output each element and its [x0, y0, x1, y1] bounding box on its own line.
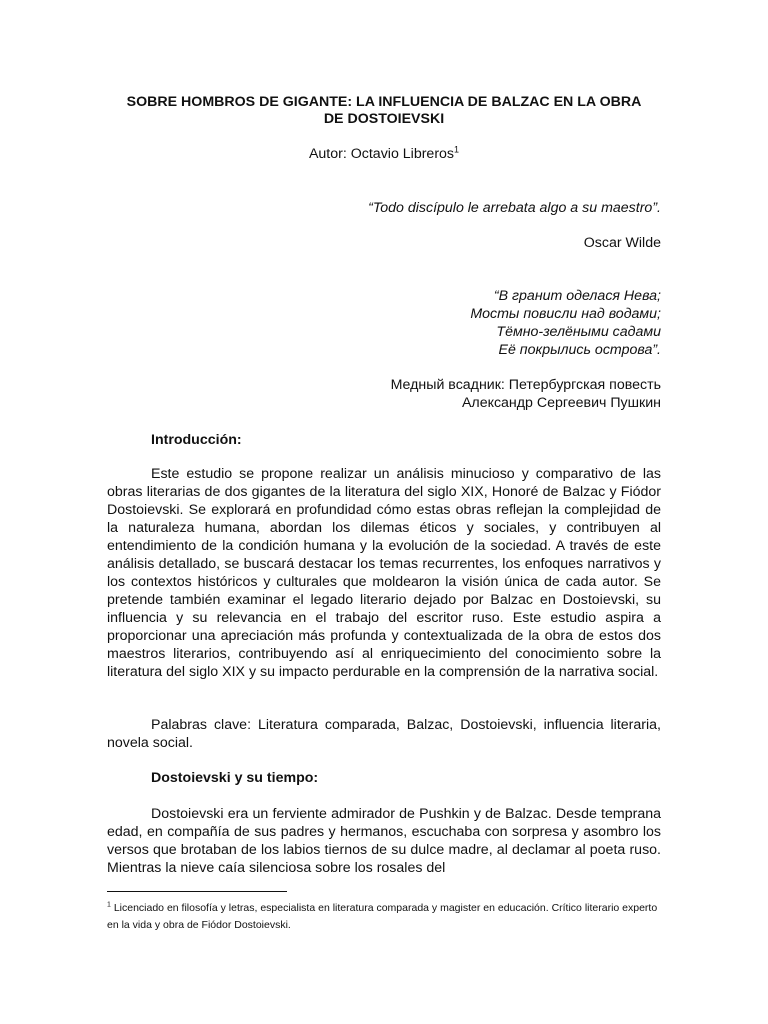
heading-dostoievski: Dostoievski y su tiempo: — [151, 770, 319, 786]
poem-epigraph — [470, 287, 661, 359]
author-name: Autor: Octavio Libreros — [308, 146, 455, 162]
author-footnote-ref: 1 — [454, 144, 460, 155]
paragraph-keywords: Palabras clave: Literatura comparada, Balzac, Dostoievski, influencia literaria, novela social. — [107, 717, 661, 751]
author-line — [100, 145, 668, 163]
poem-line-1: “В гранит оделася Нева; — [493, 288, 661, 304]
poem-line-2: Мосты повисли над водами; — [470, 306, 661, 322]
poem-line-4: Её покрылись острова”. — [498, 342, 661, 358]
paragraph-introduccion: Este estudio se propone realizar un análisis minucioso y comparativo de las obras literarias de dos gigantes de la literatura del siglo XIX, Honoré de Balzac y Fiódor Dostoievski. Se explorará en profundidad cómo estas obras reflejan la complejidad de la naturaleza humana, abordan los dilemas éticos y sociales, y contribuyen al entendimiento de la condición humana y la evolución de la sociedad. A través de este análisis detallado, se buscará destacar los temas recurrentes, los enfoques narrativos y los contextos históricos y culturales que moldearon la visión única de cada autor. Se pretende también examinar el legado literario dejado por Balzac en Dostoievski, su influencia y su relevancia en el trabajo del escritor ruso. Este estudio aspira a proporcionar una apreciación más profunda y contextualizada de la obra de estos dos maestros literarios, contribuyendo así al enriquecimiento del conocimiento sobre la literatura del siglo XIX y su impacto perdurable en la comprensión de la narrativa social. — [107, 466, 661, 680]
poem-line-3: Тёмно-зелёными садами — [496, 324, 661, 340]
title-line-2: DE DOSTOIEVSKI — [323, 111, 445, 127]
epigraph-quote: “Todo discípulo le arrebata algo a su maestro”. — [368, 200, 661, 216]
poem-source-author: Александр Сергеевич Пушкин — [461, 395, 661, 411]
poem-source-title: Медный всадник: Петербургская повесть — [390, 377, 661, 393]
document-title — [100, 94, 668, 128]
paragraph-dostoievski: Dostoievski era un ferviente admirador de Pushkin y de Balzac. Desde temprana edad, en compañía de sus padres y hermanos, escuchaba con sorpresa y asombro los versos que brotaban de los labios tiernos de su dulce madre, al declamar al poeta ruso. Mientras la nieve caía silenciosa sobre los rosales del — [107, 806, 661, 876]
poem-source — [391, 376, 661, 412]
footnote — [107, 900, 661, 934]
heading-introduccion: Introducción: — [151, 432, 242, 448]
title-line-1: SOBRE HOMBROS DE GIGANTE: LA INFLUENCIA DE BALZAC EN LA OBRA — [126, 94, 642, 110]
epigraph-author: Oscar Wilde — [583, 235, 661, 251]
footnote-divider — [107, 891, 287, 892]
footnote-text: Licenciado en filosofía y letras, especialista en literatura comparada y magister en educación. Crítico literario experto en la vida y obra de Fiódor Dostoievski. — [107, 902, 658, 931]
footnote-mark: 1 — [107, 901, 111, 909]
